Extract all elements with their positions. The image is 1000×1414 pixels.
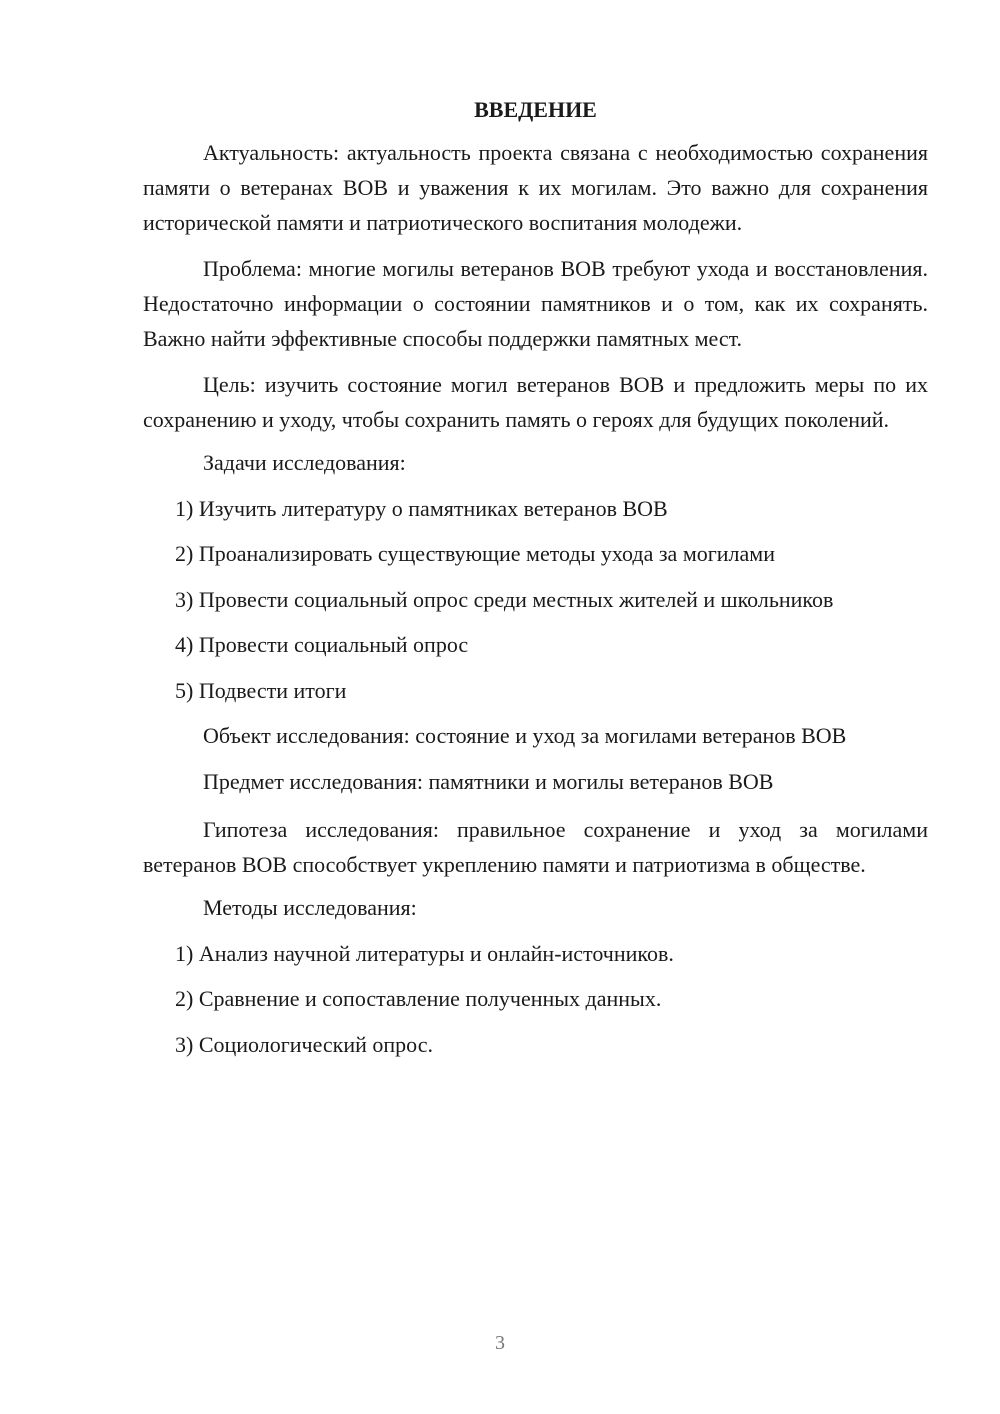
research-subject: Предмет исследования: памятники и могилы ветеранов ВОВ: [203, 768, 774, 794]
methods-title: Методы исследования:: [203, 895, 417, 920]
research-object: Объект исследования: состояние и уход за могилами ветеранов ВОВ: [203, 723, 847, 748]
section-heading: ВВЕДЕНИЕ: [474, 97, 597, 122]
relevance-paragraph: Актуальность: актуальность проекта связана с необходимостью сохранения памяти о ветеранах ВОВ и уважения к их могилам. Это важно для сохранения исторической памяти и патриотического воспитания молодежи.: [143, 140, 928, 235]
list-item: 5) Подвести итоги: [175, 677, 347, 703]
list-item: 1) Анализ научной литературы и онлайн-источников.: [175, 940, 674, 966]
problem-paragraph: Проблема: многие могилы ветеранов ВОВ требуют ухода и восстановления. Недостаточно информации о состоянии памятников и о том, как их сохранять. Важно найти эффективные способы поддержки памятных мест.: [143, 256, 928, 351]
hypothesis-paragraph: Гипотеза исследования: правильное сохранение и уход за могилами ветеранов ВОВ способствует укреплению памяти и патриотизма в обществе.: [143, 817, 928, 877]
list-item: 3) Провести социальный опрос среди местных жителей и школьников: [175, 586, 834, 612]
page-number: 3: [495, 1332, 505, 1354]
goal-paragraph: Цель: изучить состояние могил ветеранов ВОВ и предложить меры по их сохранению и уходу, чтобы сохранить память о героях для будущих поколений.: [143, 372, 928, 432]
list-item: 2) Проанализировать существующие методы ухода за могилами: [175, 541, 775, 566]
tasks-title: Задачи исследования:: [203, 450, 406, 475]
list-item: 4) Провести социальный опрос: [175, 632, 469, 657]
page-content: [143, 95, 928, 1075]
list-item: 1) Изучить литературу о памятниках ветеранов ВОВ: [175, 495, 668, 521]
tasks-list: [143, 494, 928, 706]
list-item: 3) Социологический опрос.: [175, 1031, 433, 1057]
methods-list: [143, 939, 928, 1060]
list-item: 2) Сравнение и сопоставление полученных данных.: [175, 986, 662, 1011]
